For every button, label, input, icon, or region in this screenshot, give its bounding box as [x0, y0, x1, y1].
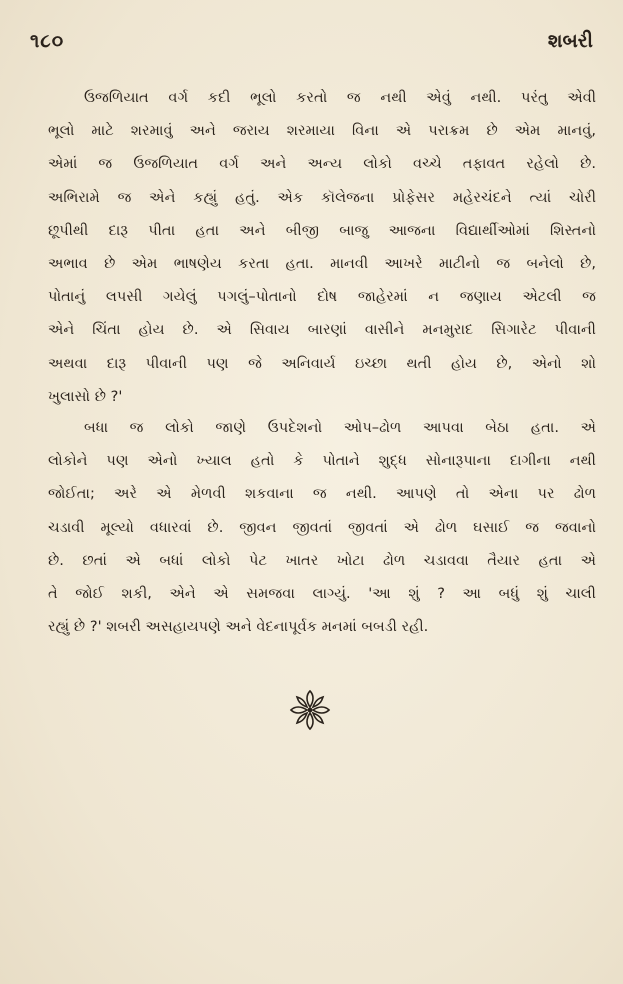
paragraph-1 [48, 81, 596, 413]
text-line: ખુલાસો છે ?' [48, 387, 123, 405]
floral-ornament-icon [288, 688, 332, 732]
text-line: ચડાવી મૂલ્યો વધારવાં છે. જીવન જીવતાં જીવતાં એ ઢોળ ઘસાઈ જ જવાનો [48, 518, 596, 536]
text-line: અથવા દારૂ પીવાની પણ જે અનિવાર્ય ઇચ્છા થતી હોય છે, એનો શો [48, 354, 596, 372]
text-line: અભિરામે જ એને કહ્યું હતું. એક કૉલેજના પ્રોફેસર મહેરચંદને ત્યાં ચોરી [48, 188, 596, 206]
text-line: અભાવ છે એમ ભાષણેય કરતા હતા. માનવી આખરે માટીનો જ બનેલો છે, [48, 255, 596, 273]
text-line: પોતાનું લપસી ગયેલું પગલું–પોતાનો દોષ જાહેરમાં ન જણાય એટલી જ [48, 288, 596, 306]
text-line: જોઈતા; અરે એ મેળવી શકવાના જ નથી. આપણે તો એના પર ઢોળ [48, 485, 596, 503]
paragraph-2 [48, 411, 596, 643]
page-number: ૧૮૦ [30, 30, 65, 52]
text-line: રહ્યું છે ?' શબરી અસહાયપણે અને વેદનાપૂર્વક મનમાં બબડી રહી. [48, 618, 429, 636]
text-line: લોકોને પણ એનો ખ્યાલ હતો કે પોતાને શુદ્ધ સોનારૂપાના દાગીના નથી [48, 452, 596, 470]
running-title: શબરી [547, 30, 593, 52]
text-line: ઉજળિયાત વર્ગ કદી ભૂલો કરતો જ નથી એવું નથી. પરંતુ એવી [84, 89, 596, 106]
text-line: એને ચિંતા હોય છે. એ સિવાય બારણાં વાસીને મનમુરાદ સિગારેટ પીવાની [48, 321, 596, 339]
text-line: છે. છતાં એ બધાં લોકો પેટ ખાતર ખોટા ઢોળ ચડાવવા તૈયાર હતા એ [48, 551, 596, 569]
text-line: ભૂલો માટે શરમાવું અને જરાય શરમાયા વિના એ પરાક્રમ છે એમ માનવું, [48, 122, 596, 140]
text-line: બધા જ લોકો જાણે ઉપદેશનો ઓપ–ઢોળ આપવા બેઠા હતા. એ [84, 419, 596, 436]
text-line: એમાં જ ઉજળિયાત વર્ગ અને અન્ય લોકો વચ્ચે તફાવત રહેલો છે. [48, 155, 596, 173]
text-line: છૂપીથી દારૂ પીતા હતા અને બીજી બાજુ આજના વિદ્યાર્થીઓમાં શિસ્તનો [48, 221, 596, 239]
text-line: તે જોઈ શકી, એને એ સમજવા લાગ્યું. 'આ શું ? આ બધું શું ચાલી [48, 585, 596, 603]
